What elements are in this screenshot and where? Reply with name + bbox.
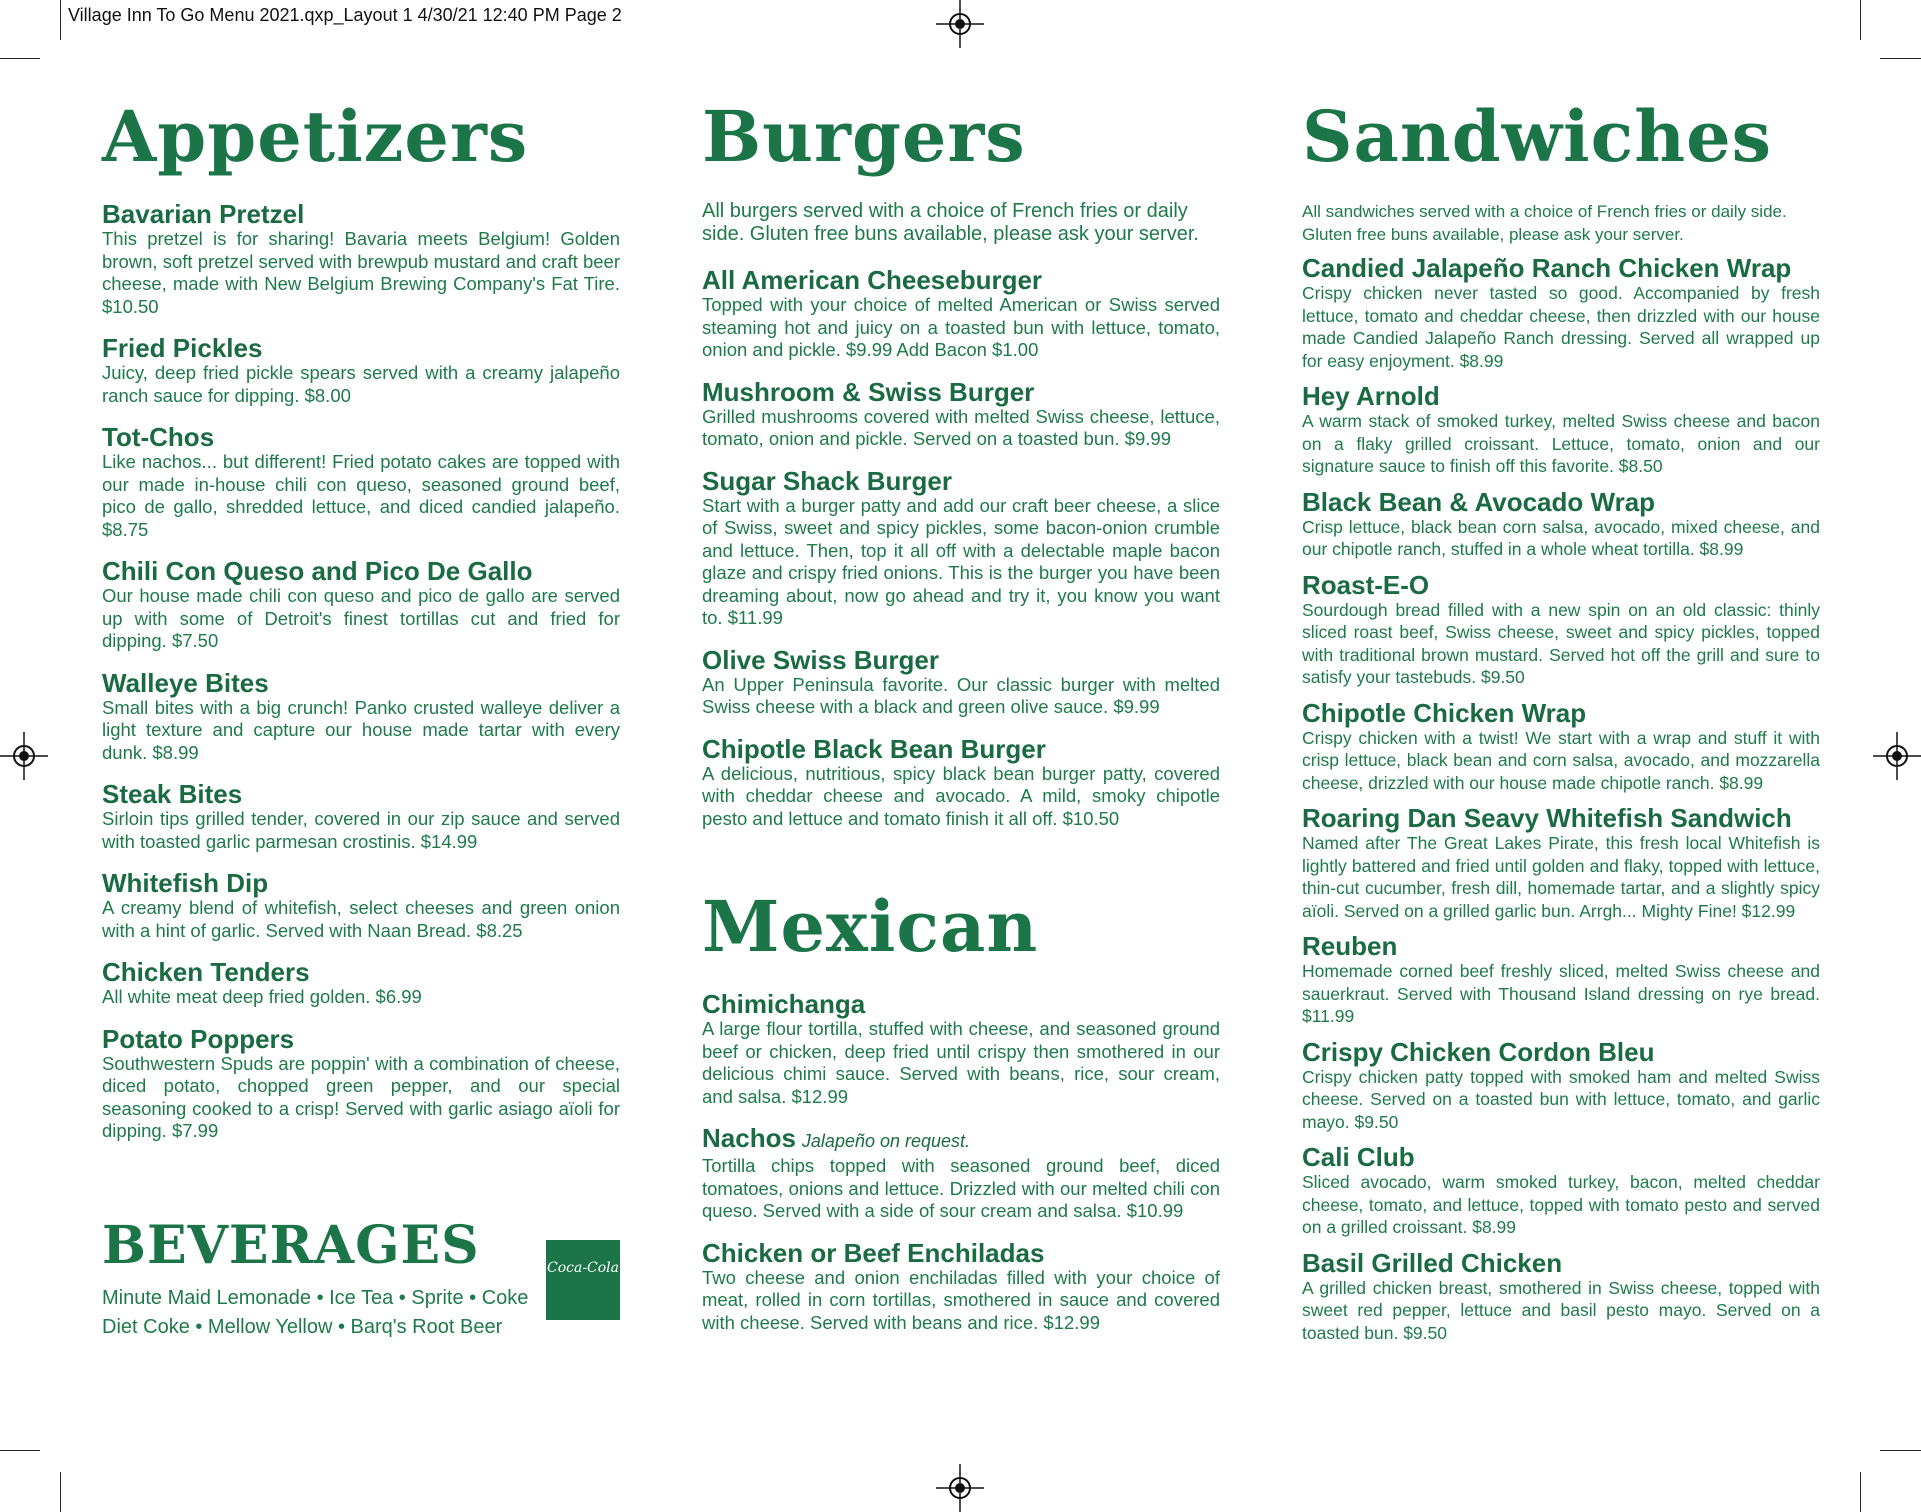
item-description: Our house made chili con queso and pico de gallo are served up with some of Detroit's finest tortillas cut and fried for dipping. $7.50 — [102, 585, 620, 651]
item-description: Tortilla chips topped with seasoned ground beef, diced tomatoes, onions and lettuce. Drizzled with our melted chili con queso. Served with a side of sour cream and salsa. $10.99 — [702, 1155, 1220, 1221]
menu-item — [702, 266, 1220, 362]
item-description: A delicious, nutritious, spicy black bean burger patty, covered with cheddar cheese and avocado. A mild, smoky chipotle pesto and lettuce and tomato finish it all off. $10.50 — [702, 762, 1220, 829]
item-name: Olive Swiss Burger — [702, 644, 939, 675]
menu-item — [1302, 488, 1820, 561]
mexican-section — [702, 885, 1220, 1350]
sandwiches-title: Sandwiches — [1302, 95, 1773, 178]
beverages-line: Minute Maid Lemonade • Ice Tea • Sprite • Coke — [102, 1287, 529, 1309]
sandwiches-intro: All sandwiches served with a choice of French fries or daily side. Gluten free buns available, please ask your server. — [1302, 202, 1787, 244]
burgers-section — [702, 95, 1220, 846]
item-description: Juicy, deep fried pickle spears served with a creamy jalapeño ranch sauce for dipping. $8.00 — [102, 362, 620, 406]
item-name — [702, 1124, 1220, 1155]
crop-mark — [1880, 58, 1921, 59]
item-description: This pretzel is for sharing! Bavaria meets Belgium! Golden brown, soft pretzel served with brewpub mustard and craft beer cheese, made with New Belgium Brewing Company's Fat Tire. $10.50 — [102, 228, 620, 317]
item-name: All American Cheeseburger — [702, 265, 1043, 295]
menu-item — [702, 646, 1220, 719]
item-description: Southwestern Spuds are poppin' with a combination of cheese, diced potato, chopped green pepper, and our special seasoning cooked to a crisp! Served with garlic asiago aïoli for dipping. $7.99 — [102, 1052, 620, 1141]
print-slug: Village Inn To Go Menu 2021.qxp_Layout 1 4/30/21 12:40 PM Page 2 — [68, 5, 622, 25]
item-name: Walleye Bites — [102, 667, 269, 698]
crop-mark — [1880, 1450, 1921, 1451]
coca-cola-logo-text: Coca-Cola — [546, 1260, 620, 1276]
item-description: Topped with your choice of melted American or Swiss served steaming hot and juicy on a toasted bun with lettuce, tomato, onion and pickle. $9.99 Add Bacon $1.00 — [702, 294, 1220, 360]
menu-item — [702, 378, 1220, 451]
item-description: Start with a burger patty and add our craft beer cheese, a slice of Swiss, sweet and spicy pickles, some bacon-onion crumble and lettuce. Then, top it all off with a delectable maple bacon glaze and crispy fried onions. This is the burger you have been dreaming about, now go ahead and try it, you know you want to. $11.99 — [702, 494, 1220, 628]
appetizers-title: Appetizers — [102, 95, 529, 178]
item-name: Chipotle Chicken Wrap — [1302, 697, 1587, 728]
item-name: Sugar Shack Burger — [702, 465, 952, 496]
coca-cola-logo — [546, 1240, 620, 1320]
item-description: A creamy blend of whitefish, select cheeses and green onion with a hint of garlic. Served with Naan Bread. $8.25 — [102, 897, 620, 941]
item-name — [702, 1239, 1220, 1267]
menu-item — [102, 780, 620, 853]
item-description: Sourdough bread filled with a new spin on an old classic: thinly sliced roast beef, Swiss cheese, sweet and spicy pickles, topped with traditional brown mustard. Served hot off the grill and sure to satisfy your tastebuds. $9.50 — [1302, 599, 1820, 687]
item-description: Sliced avocado, warm smoked turkey, bacon, melted cheddar cheese, tomato, and lettuce, topped with tomato pesto and served on a grilled croissant. $8.99 — [1302, 1172, 1820, 1237]
appetizers-section — [102, 95, 620, 1159]
menu-item — [102, 869, 620, 942]
crop-mark — [1860, 0, 1861, 40]
menu-item — [102, 669, 620, 765]
item-name: Roast-E-O — [1302, 569, 1430, 600]
burgers-intro: All burgers served with a choice of French fries or daily side. Gluten free buns available, please ask your server. — [702, 200, 1199, 245]
menu-item — [702, 735, 1220, 831]
beverages-title: BEVERAGES — [102, 1215, 480, 1276]
item-name: Bavarian Pretzel — [102, 199, 305, 229]
item-name-text: Nachos — [702, 1123, 796, 1153]
crop-mark — [0, 58, 40, 59]
menu-item — [1302, 382, 1820, 478]
crop-mark — [0, 1450, 40, 1451]
item-name: Reuben — [1302, 931, 1398, 961]
beverages-line: Diet Coke • Mellow Yellow • Barq's Root Beer — [102, 1316, 503, 1338]
burgers-title: Burgers — [702, 95, 1026, 178]
item-description: Crispy chicken with a twist! We start with a wrap and stuff it with crisp lettuce, black bean and corn salsa, avocado, and mozzarella cheese, drizzled with our house made chipotle ranch. $8.99 — [1302, 727, 1820, 793]
registration-mark-icon — [936, 1464, 984, 1512]
menu-item — [102, 200, 620, 318]
item-description: Crispy chicken patty topped with smoked ham and melted Swiss cheese. Served on a toasted bun with lettuce, tomato, and garlic mayo. $9.50 — [1302, 1066, 1820, 1132]
registration-mark-icon — [936, 0, 984, 48]
item-description: Crispy chicken never tasted so good. Accompanied by fresh lettuce, tomato and cheddar cheese, then drizzled with our house made Candied Jalapeño Ranch dressing. Served all wrapped up for easy enjoyment. $8.99 — [1302, 283, 1820, 371]
item-description: A large flour tortilla, stuffed with cheese, and seasoned ground beef or chicken, deep fried until crispy then smothered in our delicious chimi sauce. Served with beans, rice, sour cream, and salsa. $12.99 — [702, 1018, 1220, 1107]
item-name: Hey Arnold — [1302, 381, 1440, 411]
item-description: A grilled chicken breast, smothered in Swiss cheese, topped with sweet red pepper, lettuce and basil pesto mayo. Served on a toasted bun. $9.50 — [1302, 1277, 1820, 1343]
sandwiches-section — [1302, 95, 1820, 1354]
item-description: Named after The Great Lakes Pirate, this fresh local Whitefish is lightly battered and fried until golden and flaky, topped with lettuce, thin-cut cucumber, fresh dill, homemade tartar, and a slightly spicy aïoli. Served on a grilled garlic bun. Arrgh... Mighty Fine! $12.99 — [1302, 833, 1820, 921]
item-name: Black Bean & Avocado Wrap — [1302, 486, 1656, 517]
menu-item — [102, 557, 620, 653]
item-description: An Upper Peninsula favorite. Our classic burger with melted Swiss cheese with a black and green olive sauce. $9.99 — [702, 673, 1220, 717]
menu-item — [102, 423, 620, 541]
item-name: Chili Con Queso and Pico De Gallo — [102, 556, 533, 586]
item-name: Chicken Tenders — [102, 957, 310, 987]
menu-item — [1302, 932, 1820, 1028]
item-name-text: Chimichanga — [702, 989, 866, 1019]
menu-item — [1302, 699, 1820, 795]
menu-item — [702, 467, 1220, 630]
item-name: Whitefish Dip — [102, 868, 269, 898]
registration-mark-icon — [0, 732, 48, 780]
item-name: Potato Poppers — [102, 1023, 295, 1054]
item-description: Homemade corned beef freshly sliced, melted Swiss cheese and sauerkraut. Served with Thousand Island dressing on rye bread. $11.99 — [1302, 961, 1820, 1026]
menu-item — [1302, 1038, 1820, 1134]
menu-item — [1302, 254, 1820, 372]
menu-item — [1302, 804, 1820, 922]
item-description: Sirloin tips grilled tender, covered in our zip sauce and served with toasted garlic parmesan crostinis. $14.99 — [102, 808, 620, 852]
item-description: Two cheese and onion enchiladas filled with your choice of meat, rolled in corn tortillas, smothered in sauce and covered with cheese. Served with beans and rice. $12.99 — [702, 1266, 1220, 1333]
item-description: Grilled mushrooms covered with melted Swiss cheese, lettuce, tomato, onion and pickle. Served on a toasted bun. $9.99 — [702, 405, 1220, 449]
item-name-text: Chicken or Beef Enchiladas — [702, 1237, 1045, 1268]
menu-item — [102, 958, 620, 1009]
crop-mark — [60, 1472, 61, 1512]
menu-item — [102, 1025, 620, 1143]
registration-mark-icon — [1873, 732, 1921, 780]
item-name: Tot-Chos — [102, 422, 215, 452]
crop-mark — [60, 0, 61, 40]
item-description: All white meat deep fried golden. $6.99 — [102, 986, 422, 1007]
item-description: Small bites with a big crunch! Panko crusted walleye deliver a light texture and capture our house made tartar with every dunk. $8.99 — [102, 696, 620, 763]
menu-item — [1302, 1249, 1820, 1345]
crop-mark — [1860, 1472, 1861, 1512]
beverages-section — [102, 1215, 622, 1342]
item-name: Fried Pickles — [102, 333, 263, 363]
item-name: Crispy Chicken Cordon Bleu — [1302, 1036, 1655, 1067]
item-name: Roaring Dan Seavy Whitefish Sandwich — [1302, 803, 1792, 833]
item-name: Basil Grilled Chicken — [1302, 1247, 1563, 1278]
item-description: Crisp lettuce, black bean corn salsa, avocado, mixed cheese, and our chipotle ranch, stuffed in a whole wheat tortilla. $8.99 — [1302, 516, 1820, 559]
item-name: Candied Jalapeño Ranch Chicken Wrap — [1302, 253, 1792, 283]
item-name — [702, 990, 1220, 1018]
item-description: A warm stack of smoked turkey, melted Swiss cheese and bacon on a flaky grilled croissant. Lettuce, tomato, onion and our signature sauce to finish off this favorite. $8.50 — [1302, 411, 1820, 476]
menu-item — [702, 1239, 1220, 1335]
item-name: Chipotle Black Bean Burger — [702, 733, 1046, 764]
item-name: Cali Club — [1302, 1142, 1415, 1172]
menu-item — [702, 990, 1220, 1108]
menu-item — [102, 334, 620, 407]
mexican-title: Mexican — [702, 885, 1039, 968]
item-note: Jalapeño on request. — [801, 1131, 971, 1151]
item-name: Mushroom & Swiss Burger — [702, 376, 1035, 407]
item-name: Steak Bites — [102, 779, 243, 809]
menu-item — [1302, 1143, 1820, 1239]
item-description: Like nachos... but different! Fried potato cakes are topped with our made in-house chili con queso, seasoned ground beef, pico de gallo, shredded lettuce, and diced candied jalapeño. $8.75 — [102, 451, 620, 540]
menu-item — [1302, 571, 1820, 689]
menu-item — [702, 1124, 1220, 1223]
